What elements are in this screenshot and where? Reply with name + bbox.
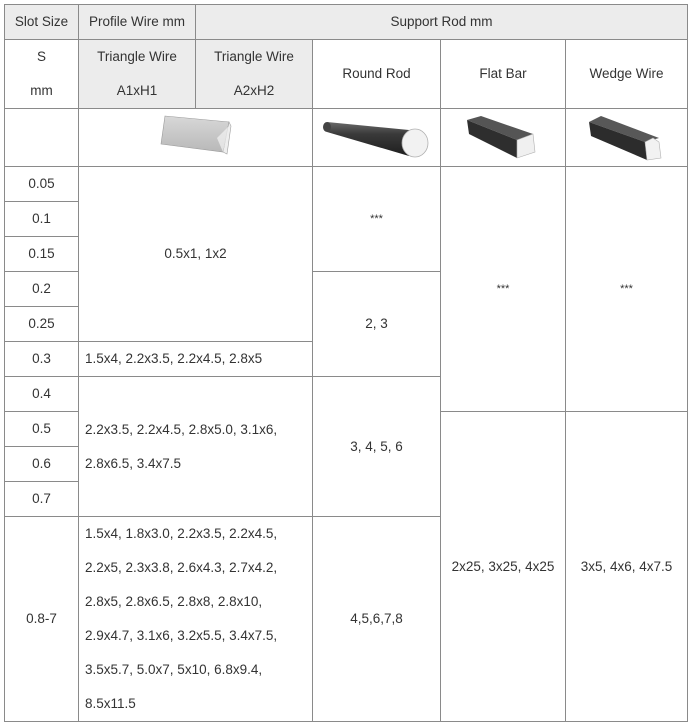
slot-value: 0.15 (5, 237, 79, 272)
profile-group-4-line: 2.2x5, 2.3x3.8, 2.6x4.3, 2.7x4.2, (85, 560, 278, 575)
triangle-wire-b-header (196, 40, 313, 109)
slot-value: 0.7 (5, 482, 79, 517)
profile-group-4 (79, 517, 313, 722)
slot-s-label: S (36, 49, 46, 64)
triangle-wire-a-header (79, 40, 196, 109)
triangle-wire-icon (151, 112, 241, 164)
round-rod-header: Round Rod (313, 40, 441, 109)
round-rod-icon (321, 112, 433, 164)
round-rod-group-1: *** (313, 167, 441, 272)
profile-group-4-line: 3.5x5.7, 5.0x7, 5x10, 6.8x9.4, (85, 662, 263, 677)
slot-unit-cell (5, 40, 79, 109)
wedge-wire-icon (585, 112, 669, 164)
slot-value: 0.05 (5, 167, 79, 202)
slot-value: 0.4 (5, 377, 79, 412)
triangle-wire-b-dim: A2xH2 (233, 83, 275, 98)
support-rod-spec-table (4, 4, 688, 722)
profile-wire-header: Profile Wire mm (79, 5, 196, 40)
flat-bar-image-cell (441, 109, 566, 167)
profile-group-3-line: 2.8x6.5, 3.4x7.5 (85, 455, 182, 471)
profile-group-4-line: 2.8x5, 2.8x6.5, 2.8x8, 2.8x10, (85, 594, 263, 609)
flat-bar-header: Flat Bar (441, 40, 566, 109)
wedge-wire-group-2: 3x5, 4x6, 4x7.5 (566, 412, 688, 722)
wedge-wire-header: Wedge Wire (566, 40, 688, 109)
profile-group-3 (79, 377, 313, 517)
slot-value: 0.2 (5, 272, 79, 307)
slot-value: 0.1 (5, 202, 79, 237)
support-rod-header: Support Rod mm (196, 5, 688, 40)
triangle-wire-b-label: Triangle Wire (214, 49, 294, 64)
profile-group-4-line: 2.9x4.7, 3.1x6, 3.2x5.5, 3.4x7.5, (85, 628, 278, 643)
triangle-wire-image-cell (79, 109, 313, 167)
triangle-wire-a-label: Triangle Wire (97, 49, 177, 64)
round-rod-image-cell (313, 109, 441, 167)
flat-bar-group-1: *** (441, 167, 566, 412)
round-rod-group-2: 2, 3 (313, 272, 441, 377)
slot-value: 0.6 (5, 447, 79, 482)
slot-value: 0.25 (5, 307, 79, 342)
profile-group-4-line: 8.5x11.5 (85, 696, 136, 711)
image-row-empty-cell (5, 109, 79, 167)
slot-value: 0.3 (5, 342, 79, 377)
profile-group-2: 1.5x4, 2.2x3.5, 2.2x4.5, 2.8x5 (79, 342, 313, 377)
wedge-wire-image-cell (566, 109, 688, 167)
flat-bar-group-2: 2x25, 3x25, 4x25 (441, 412, 566, 722)
slot-value: 0.8-7 (5, 517, 79, 722)
round-rod-group-3: 3, 4, 5, 6 (313, 377, 441, 517)
profile-group-4-line: 1.5x4, 1.8x3.0, 2.2x3.5, 2.2x4.5, (85, 526, 278, 541)
slot-mm-label: mm (30, 83, 53, 98)
flat-bar-icon (461, 112, 545, 164)
round-rod-group-4: 4,5,6,7,8 (313, 517, 441, 722)
triangle-wire-a-dim: A1xH1 (116, 83, 158, 98)
profile-group-3-line: 2.2x3.5, 2.2x4.5, 2.8x5.0, 3.1x6, (85, 421, 278, 437)
profile-group-1: 0.5x1, 1x2 (79, 167, 313, 342)
wedge-wire-group-1: *** (566, 167, 688, 412)
slot-value: 0.5 (5, 412, 79, 447)
slot-size-header: Slot Size (5, 5, 79, 40)
